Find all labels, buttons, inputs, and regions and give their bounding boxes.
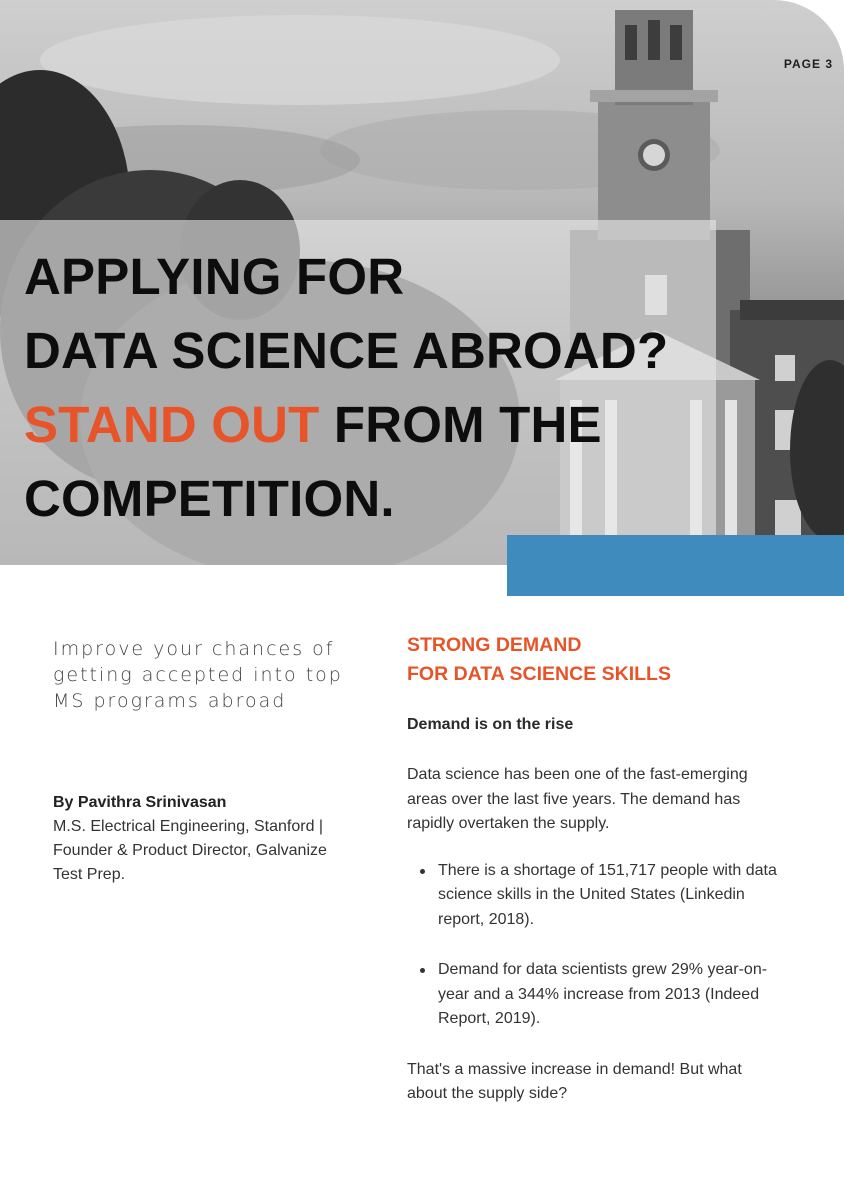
bullet-text: There is a shortage of 151,717 people with data science skills in the United States (Linkedin report, 2018). — [438, 861, 777, 928]
closing-paragraph: That's a massive increase in demand! But what about the supply side? — [407, 1060, 742, 1102]
page-title — [24, 240, 668, 536]
bullet-text: Demand for data scientists grew 29% year-on-year and a 344% increase from 2013 (Indeed Report, 2019). — [438, 961, 768, 1027]
section-title — [407, 631, 797, 689]
hero-banner — [0, 0, 844, 565]
author-name: By Pavithra Srinivasan — [53, 794, 227, 811]
author-bio: M.S. Electrical Engineering, Stanford | Founder & Product Director, Galvanize Test Prep. — [53, 818, 327, 883]
title-accent: STAND OUT — [24, 396, 320, 453]
title-line-3-rest: FROM THE — [319, 396, 602, 453]
demand-section — [407, 631, 797, 1107]
accent-bar — [507, 535, 844, 596]
title-line-4: COMPETITION. — [24, 470, 395, 527]
bullet-icon — [420, 869, 425, 874]
title-line-2: DATA SCIENCE ABROAD? — [24, 322, 669, 379]
page-number: PAGE 3 — [783, 57, 833, 71]
title-line-3 — [24, 388, 668, 462]
list-item — [407, 958, 793, 1032]
title-line-1: APPLYING FOR — [24, 248, 405, 305]
section-paragraph: Data science has been one of the fast-emerging areas over the last five years. The demand has rapidly overtaken the supply. — [407, 766, 748, 832]
section-title-line-2: FOR DATA SCIENCE SKILLS — [407, 663, 671, 685]
bullet-list — [407, 859, 797, 1032]
section-subhead: Demand is on the rise — [407, 716, 574, 733]
bullet-icon — [420, 968, 425, 973]
list-item — [407, 859, 793, 933]
section-title-line-1: STRONG DEMAND — [407, 634, 582, 656]
intro-text: Improve your chances of getting accepted into top MS programs abroad — [53, 638, 343, 712]
author-block — [53, 791, 353, 887]
